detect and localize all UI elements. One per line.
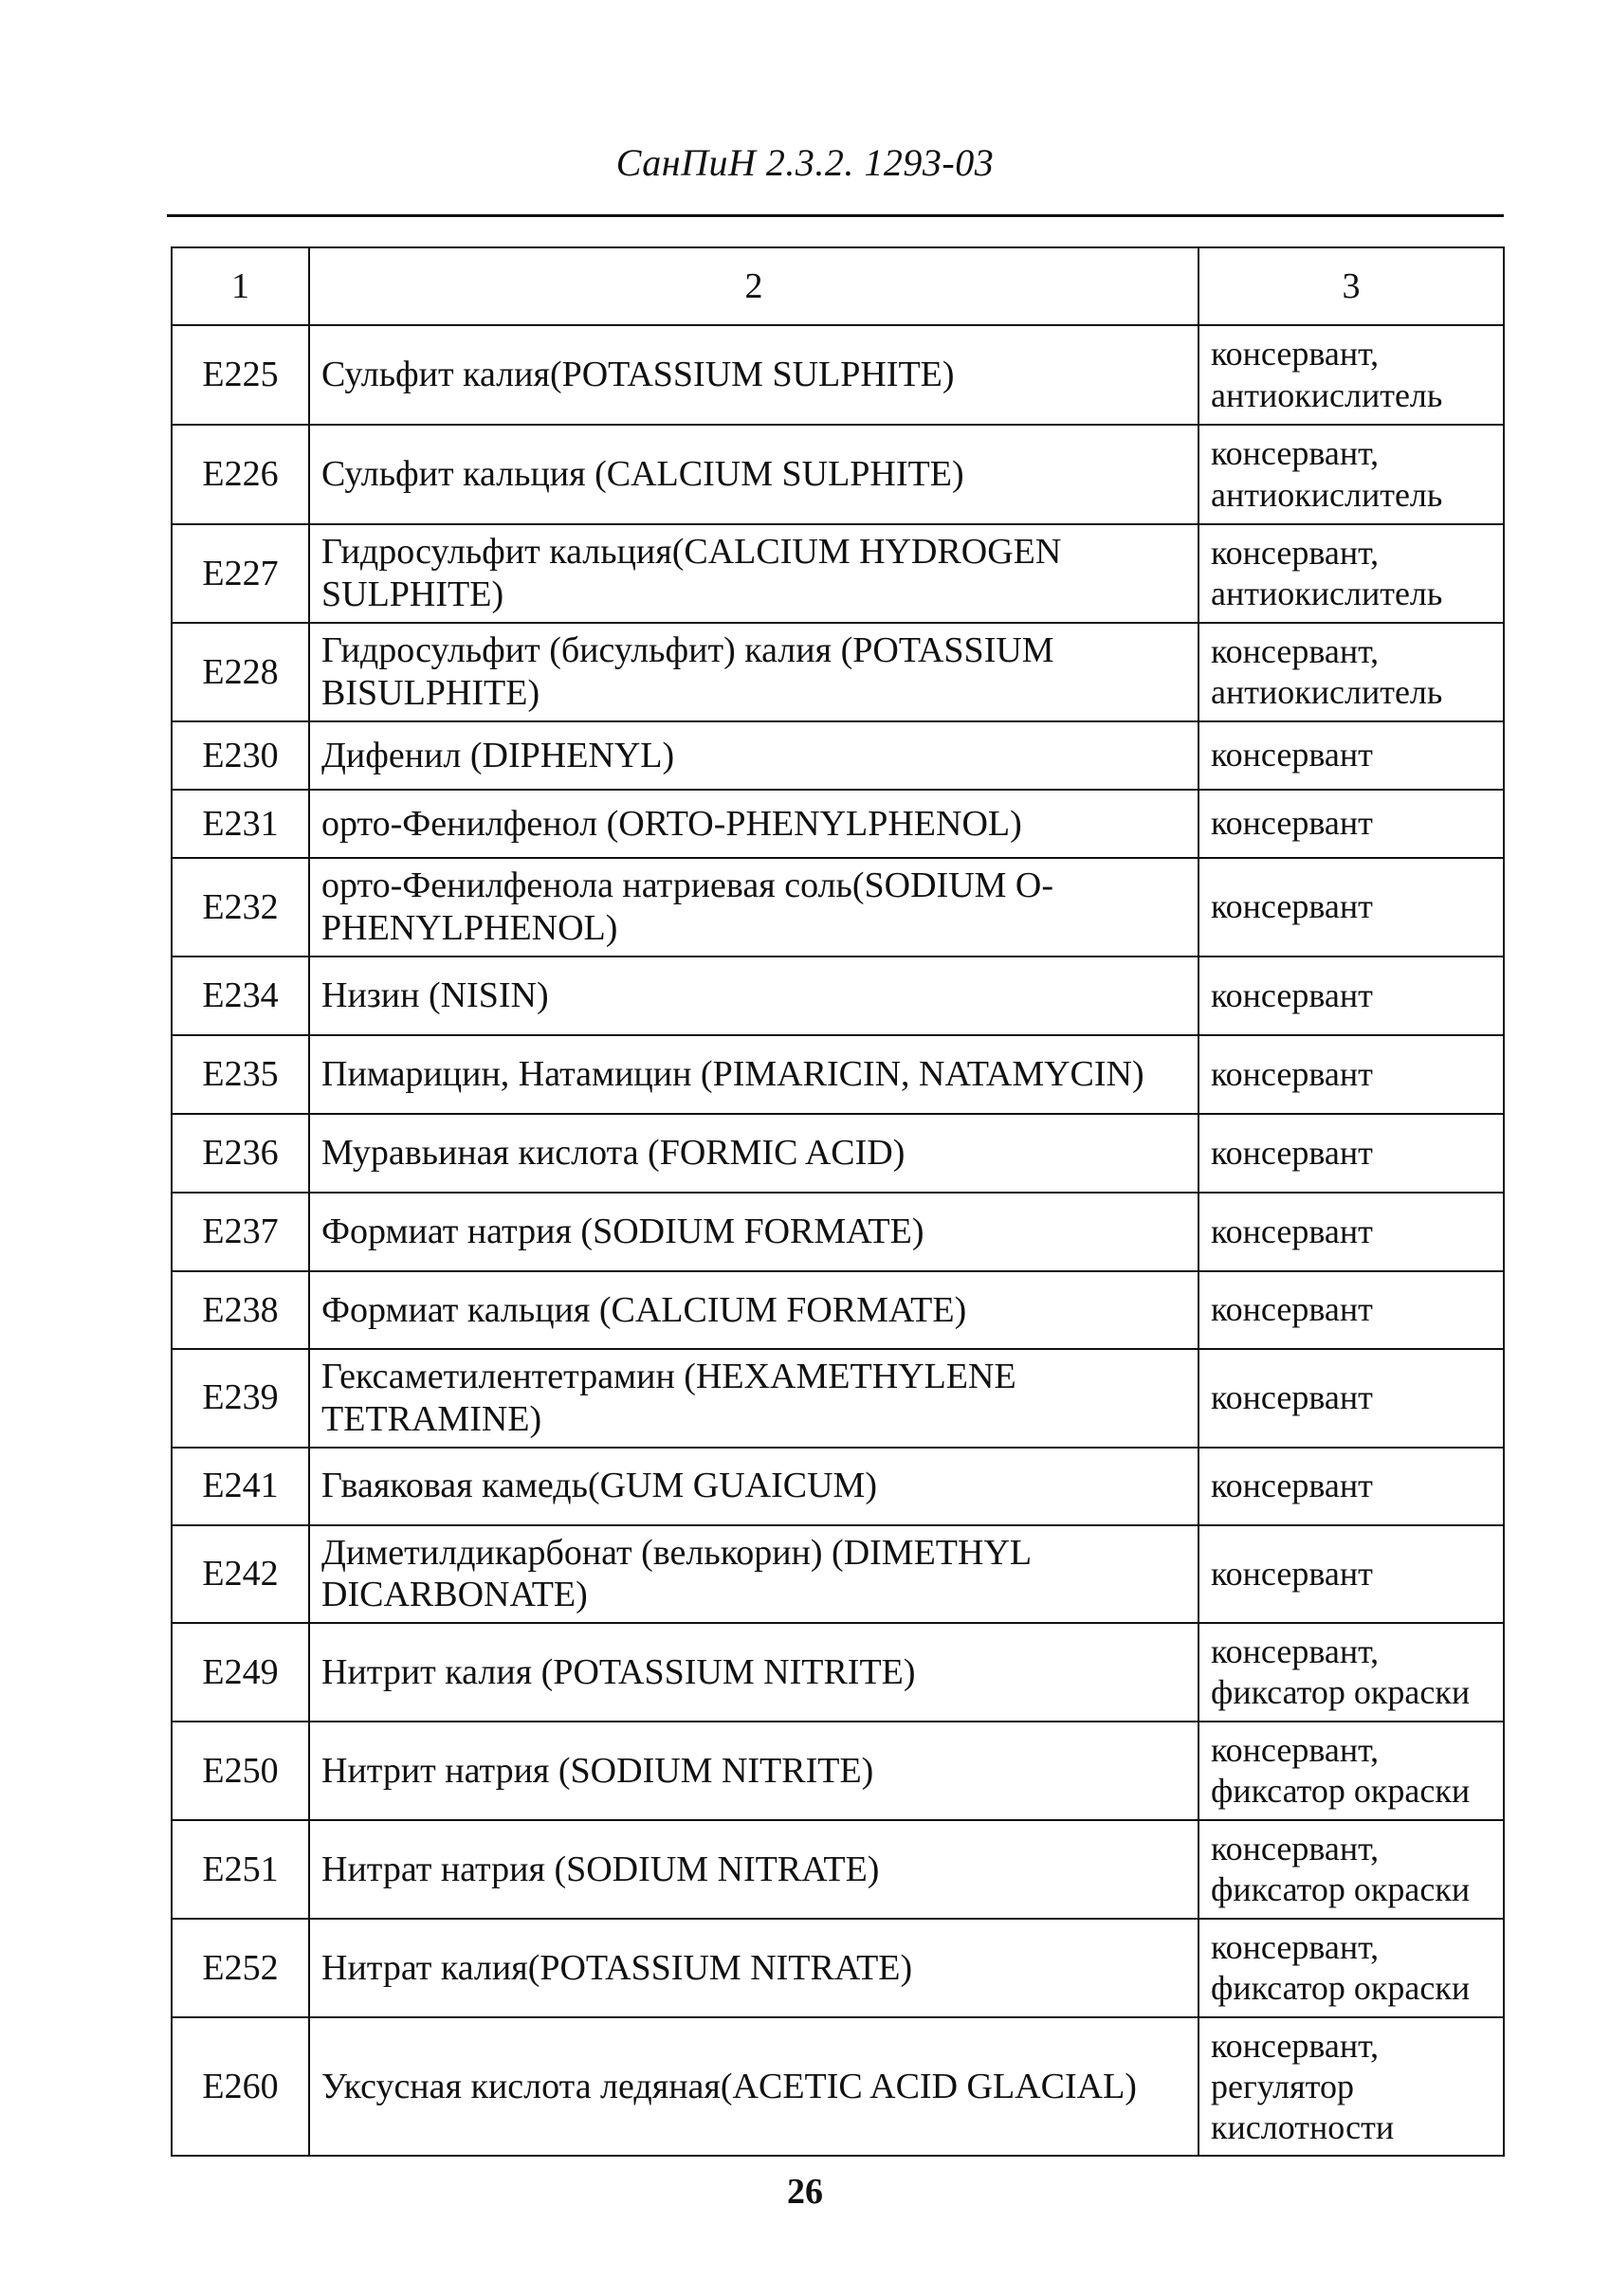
additive-code: E241 — [172, 1448, 309, 1525]
additive-code: E232 — [172, 858, 309, 957]
table-body — [172, 247, 1504, 2156]
document-header: СанПиН 2.3.2. 1293-03 — [615, 141, 995, 184]
additive-code: E231 — [172, 790, 309, 858]
additive-code: E250 — [172, 1722, 309, 1820]
column-header-1: 1 — [172, 247, 309, 325]
additive-function: консервант — [1198, 1271, 1504, 1349]
additive-name: Низин (NISIN) — [309, 957, 1198, 1035]
table-row — [172, 957, 1504, 1035]
additive-function: консервант, антиокислитель — [1198, 524, 1504, 623]
additive-code: E225 — [172, 325, 309, 425]
table-row — [172, 2017, 1504, 2156]
additive-code: E238 — [172, 1271, 309, 1349]
additive-name: Сульфит кальция (CALCIUM SULPHITE) — [309, 425, 1198, 524]
table-row — [172, 790, 1504, 858]
additive-name: Гидросульфит кальция(CALCIUM HYDROGEN SULPHITE) — [309, 524, 1198, 623]
additive-function: консервант — [1198, 721, 1504, 790]
additive-name: Уксусная кислота ледяная(ACETIC ACID GLACIAL) — [309, 2017, 1198, 2156]
additive-name: орто-Фенилфенола натриевая соль(SODIUM O-PHENYLPHENOL) — [309, 858, 1198, 957]
additive-code: E252 — [172, 1919, 309, 2017]
additive-name: Формиат натрия (SODIUM FORMATE) — [309, 1193, 1198, 1271]
table-row — [172, 1035, 1504, 1114]
table-row — [172, 623, 1504, 721]
table-row — [172, 1623, 1504, 1722]
additive-function: консервант — [1198, 790, 1504, 858]
table-row — [172, 1193, 1504, 1271]
additives-table — [171, 246, 1505, 2157]
table-row — [172, 1448, 1504, 1525]
additive-function: консервант — [1198, 1448, 1504, 1525]
additive-name: Муравьиная кислота (FORMIC ACID) — [309, 1114, 1198, 1193]
additives-table-container — [171, 246, 1503, 2157]
additive-function: консервант — [1198, 858, 1504, 957]
additive-name: Формиат кальция (CALCIUM FORMATE) — [309, 1271, 1198, 1349]
additive-function: консервант — [1198, 1525, 1504, 1624]
additive-code: E242 — [172, 1525, 309, 1624]
additive-code: E251 — [172, 1820, 309, 1919]
additive-code: E237 — [172, 1193, 309, 1271]
additive-function: консервант — [1198, 1114, 1504, 1193]
additive-name: Нитрит калия (POTASSIUM NITRITE) — [309, 1623, 1198, 1722]
additive-function: консервант — [1198, 1349, 1504, 1448]
additive-code: E234 — [172, 957, 309, 1035]
additive-name: Гваяковая камедь(GUM GUAICUM) — [309, 1448, 1198, 1525]
additive-function: консервант, фиксатор окраски — [1198, 1722, 1504, 1820]
table-row — [172, 524, 1504, 623]
additive-code: E230 — [172, 721, 309, 790]
additive-name: Сульфит калия(POTASSIUM SULPHITE) — [309, 325, 1198, 425]
additive-function: консервант, регулятор кислотности — [1198, 2017, 1504, 2156]
additive-function: консервант, антиокислитель — [1198, 623, 1504, 721]
additive-function: консервант, фиксатор окраски — [1198, 1623, 1504, 1722]
additive-name: Нитрат натрия (SODIUM NITRATE) — [309, 1820, 1198, 1919]
additive-name: Диметилдикарбонат (велькорин) (DIMETHYL DICARBONATE) — [309, 1525, 1198, 1624]
table-row — [172, 1525, 1504, 1624]
table-row — [172, 1271, 1504, 1349]
additive-code: E249 — [172, 1623, 309, 1722]
table-row — [172, 425, 1504, 524]
additive-name: Пимарицин, Натамицин (PIMARICIN, NATAMYCIN) — [309, 1035, 1198, 1114]
table-row — [172, 1114, 1504, 1193]
additive-name: Дифенил (DIPHENYL) — [309, 721, 1198, 790]
table-row — [172, 721, 1504, 790]
additive-function: консервант — [1198, 1035, 1504, 1114]
table-row — [172, 1349, 1504, 1448]
column-header-3: 3 — [1198, 247, 1504, 325]
table-row — [172, 858, 1504, 957]
table-row — [172, 1722, 1504, 1820]
additive-name: Нитрит натрия (SODIUM NITRITE) — [309, 1722, 1198, 1820]
additive-code: E236 — [172, 1114, 309, 1193]
additive-code: E235 — [172, 1035, 309, 1114]
table-row — [172, 1919, 1504, 2017]
additive-function: консервант — [1198, 957, 1504, 1035]
table-header-row — [172, 247, 1504, 325]
additive-code: E239 — [172, 1349, 309, 1448]
additive-function: консервант — [1198, 1193, 1504, 1271]
additive-code: E226 — [172, 425, 309, 524]
additive-function: консервант, фиксатор окраски — [1198, 1919, 1504, 2017]
additive-name: Гидросульфит (бисульфит) калия (POTASSIUM BISULPHITE) — [309, 623, 1198, 721]
header-divider — [167, 214, 1504, 217]
additive-function: консервант, фиксатор окраски — [1198, 1820, 1504, 1919]
additive-code: E227 — [172, 524, 309, 623]
additive-name: орто-Фенилфенол (ORTO-PHENYLPHENOL) — [309, 790, 1198, 858]
additive-function: консервант, антиокислитель — [1198, 325, 1504, 425]
additive-code: E228 — [172, 623, 309, 721]
additive-name: Нитрат калия(POTASSIUM NITRATE) — [309, 1919, 1198, 2017]
additive-name: Гексаметилентетрамин (HEXAMETHYLENE TETRAMINE) — [309, 1349, 1198, 1448]
table-row — [172, 325, 1504, 425]
page-number: 26 — [787, 2172, 823, 2212]
column-header-2: 2 — [309, 247, 1198, 325]
table-row — [172, 1820, 1504, 1919]
additive-code: E260 — [172, 2017, 309, 2156]
additive-function: консервант, антиокислитель — [1198, 425, 1504, 524]
